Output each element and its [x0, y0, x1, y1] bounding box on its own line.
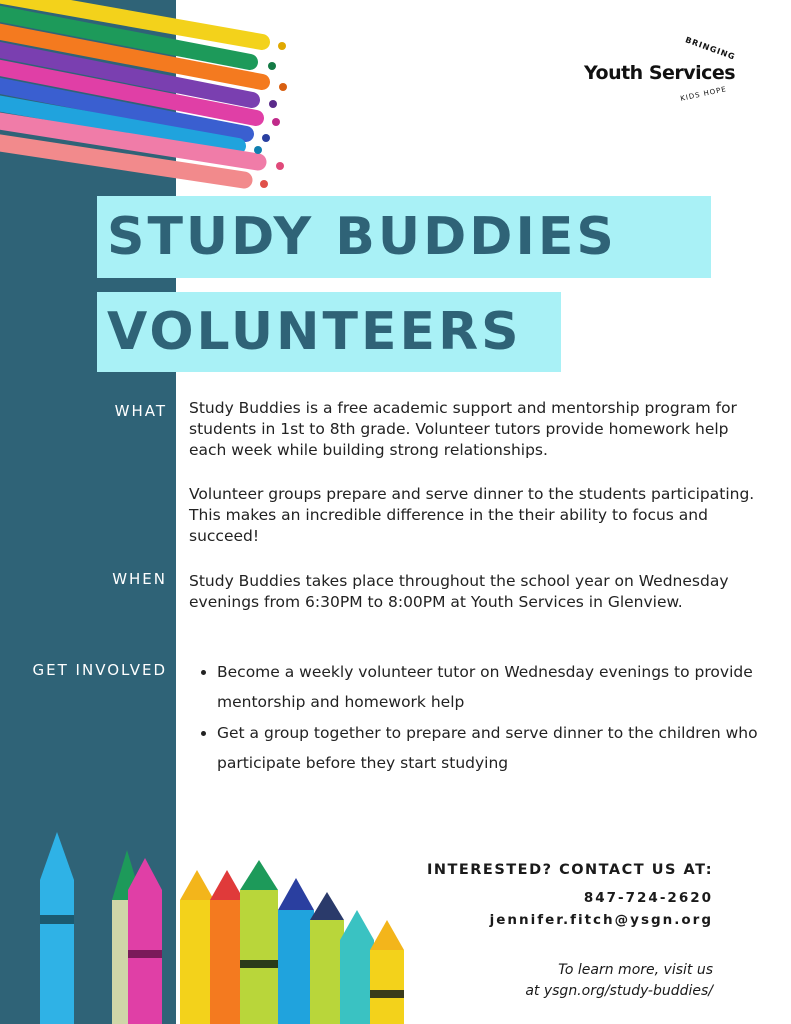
learn-more-line1: To learn more, visit us — [558, 962, 713, 978]
logo-tagline-top: BRINGING — [684, 35, 737, 62]
logo-wordmark: Youth Services — [584, 62, 736, 84]
learn-more-line2: at ysgn.org/study-buddies/ — [525, 983, 713, 999]
what-paragraph-2: Volunteer groups prepare and serve dinner to the students participating. This makes an incredible difference in the their ability to focus and succeed! — [189, 485, 755, 545]
youth-services-logo — [584, 35, 744, 110]
page-title-line1: STUDY BUDDIES — [97, 196, 711, 278]
markers-illustration — [0, 0, 300, 200]
list-item: • Get a group together to prepare and serve dinner to the children who participate before they start studying — [217, 718, 777, 778]
get-involved-list — [197, 657, 777, 779]
logo-tagline-bottom: KIDS HOPE — [679, 85, 728, 103]
get-involved-label: GET INVOLVED — [32, 661, 167, 679]
when-paragraph: Study Buddies takes place throughout the school year on Wednesday evenings from 6:30PM to 8:00PM at Youth Services in Glenview. — [189, 572, 729, 611]
contact-email: jennifer.fitch@ysgn.org — [489, 912, 713, 928]
what-paragraph-1: Study Buddies is a free academic support and mentorship program for students in 1st to 8th grade. Volunteer tutors provide homework help each week while building strong relationships. — [189, 399, 737, 459]
crayons-illustration — [0, 820, 440, 1024]
list-item: • Become a weekly volunteer tutor on Wednesday evenings to provide mentorship and homework help — [217, 657, 777, 717]
contact-heading: INTERESTED? CONTACT US AT: — [426, 862, 713, 878]
page-title-line2: VOLUNTEERS — [97, 292, 561, 372]
when-label: WHEN — [112, 570, 167, 588]
what-label: WHAT — [114, 402, 167, 420]
contact-phone: 847-724-2620 — [583, 890, 713, 906]
